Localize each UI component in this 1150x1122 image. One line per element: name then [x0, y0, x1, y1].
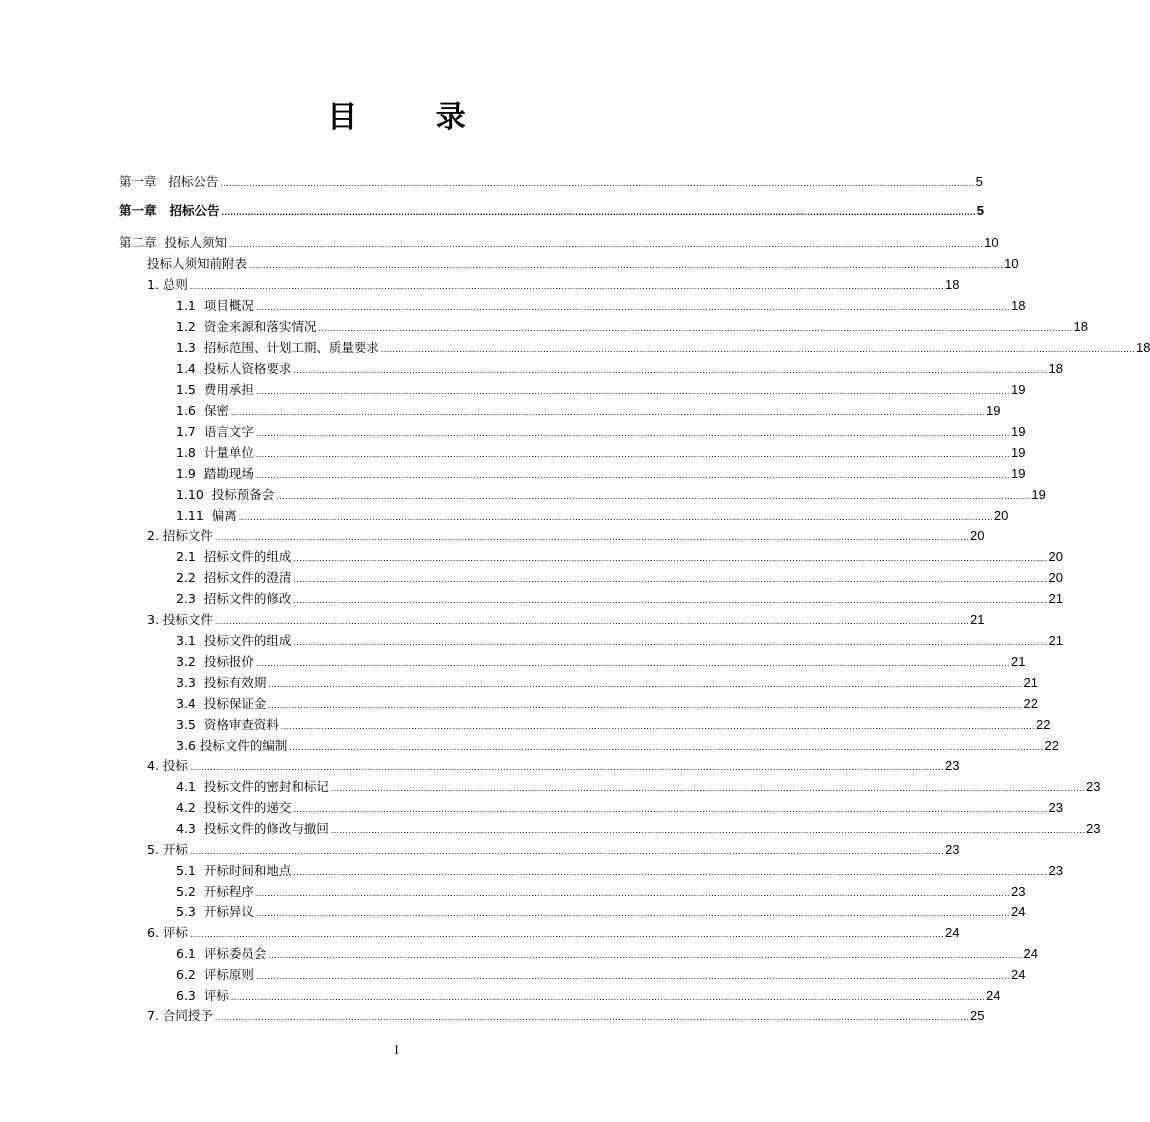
toc-entry[interactable]: [119, 169, 983, 190]
toc-leader-dots: ....................................................................................................................................................................................................................................................................: [221, 207, 976, 217]
toc-entry[interactable]: [147, 607, 985, 628]
toc-leader-dots: ....................................................................................................................................................................................................................................................................: [255, 302, 1010, 312]
toc-leader-dots: ....................................................................................................................................................................................................................................................................: [293, 804, 1048, 814]
toc-entry[interactable]: [147, 753, 960, 774]
toc-entry-page: 23: [1010, 884, 1026, 899]
toc-entry-title: 4.3 投标文件的修改与撤回: [176, 821, 329, 836]
toc-leader-dots: ....................................................................................................................................................................................................................................................................: [214, 616, 970, 626]
toc-leader-dots: ....................................................................................................................................................................................................................................................................: [293, 595, 1048, 605]
toc-leader-dots: ....................................................................................................................................................................................................................................................................: [330, 783, 1085, 793]
toc-entry[interactable]: [176, 335, 1150, 356]
toc-entry-title: 2.1 招标文件的组成: [176, 549, 292, 564]
toc-entry-page: 21: [1048, 633, 1063, 648]
toc-leader-dots: ....................................................................................................................................................................................................................................................................: [276, 491, 1031, 501]
toc-entry-title: 6.3 评标: [176, 988, 229, 1003]
toc-entry[interactable]: [176, 879, 1026, 900]
toc-entry-page: 22: [1044, 738, 1059, 753]
toc-entry-title: 3.1 投标文件的组成: [176, 633, 292, 648]
toc-leader-dots: ....................................................................................................................................................................................................................................................................: [268, 679, 1023, 689]
toc-entry-page: 19: [985, 403, 1001, 418]
toc-entry-title: 2.2 招标文件的澄清: [176, 570, 292, 585]
toc-entry[interactable]: [176, 628, 1063, 649]
toc-entry-title: 1.7 语言文字: [176, 424, 254, 439]
toc-entry-title: 3.4 投标保证金: [176, 696, 267, 711]
toc-entry[interactable]: [176, 795, 1063, 816]
toc-entry[interactable]: [176, 774, 1101, 795]
toc-entry-page: 20: [1048, 570, 1063, 585]
toc-entry[interactable]: [176, 816, 1101, 837]
toc-entry[interactable]: [176, 377, 1026, 398]
toc-entry[interactable]: [176, 356, 1063, 377]
toc-entry-title: 3.2 投标报价: [176, 654, 254, 669]
toc-entry-title: 2. 招标文件: [147, 528, 213, 543]
toc-entry-title: 4.1 投标文件的密封和标记: [176, 779, 329, 794]
toc-entry-title: 3.5 资格审查资料: [176, 717, 279, 732]
toc-entry-title: 1.2 资金来源和落实情况: [176, 319, 317, 334]
toc-leader-dots: ....................................................................................................................................................................................................................................................................: [268, 950, 1023, 960]
toc-entry[interactable]: [176, 899, 1026, 920]
toc-entry-title: 1.5 费用承担: [176, 382, 254, 397]
toc-entry[interactable]: [176, 733, 1059, 754]
toc-entry[interactable]: [176, 586, 1063, 607]
toc-entry[interactable]: [176, 670, 1038, 691]
toc-entry[interactable]: [147, 523, 985, 544]
toc-leader-dots: ....................................................................................................................................................................................................................................................................: [230, 407, 985, 417]
toc-leader-dots: ....................................................................................................................................................................................................................................................................: [255, 449, 1010, 459]
toc-entry-page: 24: [1010, 967, 1026, 982]
toc-entry-page: 20: [970, 528, 985, 543]
toc-entry-page: 18: [1048, 361, 1063, 376]
toc-leader-dots: ....................................................................................................................................................................................................................................................................: [255, 971, 1010, 981]
toc-leader-dots: ....................................................................................................................................................................................................................................................................: [255, 908, 1010, 918]
toc-entry[interactable]: [176, 691, 1038, 712]
toc-entry[interactable]: [147, 1003, 985, 1024]
toc-entry-title: 第二章 投标人须知: [119, 235, 227, 250]
toc-entry-page: 18: [1135, 340, 1150, 355]
toc-entry[interactable]: [176, 398, 1001, 419]
toc-entry-page: 25: [970, 1008, 985, 1023]
toc-leader-dots: ....................................................................................................................................................................................................................................................................: [293, 553, 1048, 563]
toc-entry-page: 24: [945, 925, 960, 940]
toc-entry-page: 19: [1010, 382, 1026, 397]
toc-leader-dots: ....................................................................................................................................................................................................................................................................: [249, 260, 1004, 270]
toc-leader-dots: ....................................................................................................................................................................................................................................................................: [230, 992, 985, 1002]
toc-title: 目 录: [327, 100, 500, 135]
toc-entry-page: 10: [984, 235, 999, 250]
toc-entry-title: 1.9 踏勘现场: [176, 466, 254, 481]
toc-entry-title: 3.6 投标文件的编制: [176, 738, 288, 753]
toc-entry[interactable]: [176, 565, 1063, 586]
toc-entry-page: 18: [1010, 298, 1026, 313]
toc-entry-page: 24: [1010, 904, 1026, 919]
toc-entry-title: 1.10 投标预备会: [176, 487, 275, 502]
toc-entry[interactable]: [119, 230, 999, 251]
toc-entry[interactable]: [147, 837, 960, 858]
toc-entry-title: 6.1 评标委员会: [176, 946, 267, 961]
toc-entry-title: 5.1 开标时间和地点: [176, 863, 292, 878]
toc-entry-title: 1.4 投标人资格要求: [176, 361, 292, 376]
toc-entry-title: 1. 总则: [147, 277, 188, 292]
toc-entry-title: 6. 评标: [147, 925, 188, 940]
toc-entry-page: 22: [1023, 696, 1038, 711]
toc-entry-title: 1.8 计量单位: [176, 445, 254, 460]
toc-leader-dots: ....................................................................................................................................................................................................................................................................: [189, 846, 945, 856]
toc-entry-page: 19: [1010, 445, 1026, 460]
toc-entry[interactable]: [176, 544, 1063, 565]
toc-leader-dots: ....................................................................................................................................................................................................................................................................: [289, 742, 1044, 752]
toc-entry-page: 23: [1048, 800, 1063, 815]
toc-entry-title: 4. 投标: [147, 758, 188, 773]
toc-entry-title: 1.3 招标范围、计划工期、质量要求: [176, 340, 379, 355]
toc-leader-dots: ....................................................................................................................................................................................................................................................................: [268, 700, 1023, 710]
toc-leader-dots: ....................................................................................................................................................................................................................................................................: [255, 888, 1010, 898]
toc-leader-dots: ....................................................................................................................................................................................................................................................................: [189, 281, 945, 291]
toc-leader-dots: ....................................................................................................................................................................................................................................................................: [318, 323, 1073, 333]
toc-entry-title: 2.3 招标文件的修改: [176, 591, 292, 606]
toc-leader-dots: ....................................................................................................................................................................................................................................................................: [293, 867, 1048, 877]
toc-entry-page: 21: [970, 612, 985, 627]
toc-entry-page: 20: [1048, 549, 1063, 564]
toc-entry-title: 5.3 开标异议: [176, 904, 254, 919]
page-number: I: [394, 1042, 399, 1057]
toc-leader-dots: ....................................................................................................................................................................................................................................................................: [214, 532, 970, 542]
toc-leader-dots: ....................................................................................................................................................................................................................................................................: [255, 386, 1010, 396]
toc-entry-page: 19: [1031, 487, 1046, 502]
toc-entry[interactable]: [176, 858, 1063, 879]
toc-leader-dots: ....................................................................................................................................................................................................................................................................: [293, 574, 1048, 584]
toc-entry-page: 19: [1010, 424, 1026, 439]
toc-entry-page: 24: [1023, 946, 1038, 961]
toc-leader-dots: ....................................................................................................................................................................................................................................................................: [293, 637, 1048, 647]
toc-leader-dots: ....................................................................................................................................................................................................................................................................: [255, 658, 1010, 668]
toc-entry-title: 3.3 投标有效期: [176, 675, 267, 690]
toc-entry-page: 21: [1023, 675, 1038, 690]
toc-entry-page: 21: [1010, 654, 1026, 669]
toc-entry[interactable]: [147, 272, 960, 293]
toc-entry-page: 23: [945, 758, 960, 773]
toc-leader-dots: ....................................................................................................................................................................................................................................................................: [220, 178, 975, 188]
toc-entry-title: 1.6 保密: [176, 403, 229, 418]
toc-entry[interactable]: [176, 649, 1026, 670]
toc-entry-title: 第一章 招标公告: [119, 174, 219, 189]
toc-entry-title: 3. 投标文件: [147, 612, 213, 627]
toc-entry[interactable]: [176, 461, 1026, 482]
toc-leader-dots: ....................................................................................................................................................................................................................................................................: [189, 929, 945, 939]
toc-entry[interactable]: [119, 198, 984, 219]
toc-entry-title: 4.2 投标文件的递交: [176, 800, 292, 815]
toc-entry-page: 23: [1085, 821, 1101, 836]
toc-entry-title: 1.11 偏离: [176, 508, 237, 523]
toc-entry-page: 23: [945, 842, 960, 857]
toc-entry-title: 第一章 招标公告: [119, 203, 220, 218]
toc-entry-page: 23: [1085, 779, 1101, 794]
toc-entry-page: 20: [993, 508, 1009, 523]
toc-entry[interactable]: [176, 293, 1026, 314]
toc-entry-title: 7. 合同授予: [147, 1008, 213, 1023]
toc-leader-dots: ....................................................................................................................................................................................................................................................................: [255, 470, 1010, 480]
toc-entry-title: 6.2 评标原则: [176, 967, 254, 982]
toc-entry-title: 5. 开标: [147, 842, 188, 857]
toc-entry-title: 1.1 项目概况: [176, 298, 254, 313]
toc-leader-dots: ....................................................................................................................................................................................................................................................................: [228, 239, 984, 249]
toc-entry-page: 19: [1010, 466, 1026, 481]
toc-entry[interactable]: [147, 920, 960, 941]
toc-entry-title: 投标人须知前附表: [147, 256, 248, 271]
toc-entry-page: 22: [1035, 717, 1051, 732]
toc-leader-dots: ....................................................................................................................................................................................................................................................................: [214, 1012, 970, 1022]
toc-leader-dots: ....................................................................................................................................................................................................................................................................: [238, 512, 993, 522]
toc-entry-page: 10: [1004, 256, 1019, 271]
toc-leader-dots: ....................................................................................................................................................................................................................................................................: [189, 762, 945, 772]
toc-entry-page: 23: [1048, 863, 1063, 878]
toc-leader-dots: ....................................................................................................................................................................................................................................................................: [255, 428, 1010, 438]
toc-entry-page: 5: [976, 203, 984, 218]
toc-leader-dots: ....................................................................................................................................................................................................................................................................: [293, 365, 1048, 375]
toc-entry-page: 18: [1073, 319, 1088, 334]
toc-entry[interactable]: [147, 251, 1019, 272]
toc-entry[interactable]: [176, 503, 1009, 524]
toc-entry-page: 18: [945, 277, 960, 292]
toc-entry[interactable]: [176, 712, 1051, 733]
toc-entry[interactable]: [176, 314, 1088, 335]
toc-leader-dots: ....................................................................................................................................................................................................................................................................: [280, 721, 1035, 731]
toc-entry[interactable]: [176, 482, 1046, 503]
toc-leader-dots: ....................................................................................................................................................................................................................................................................: [330, 825, 1085, 835]
toc-entry-page: 24: [985, 988, 1001, 1003]
toc-entry[interactable]: [176, 419, 1026, 440]
toc-entry[interactable]: [176, 941, 1038, 962]
toc-entry-page: 21: [1048, 591, 1063, 606]
toc-entry-page: 5: [975, 174, 983, 189]
toc-leader-dots: ....................................................................................................................................................................................................................................................................: [380, 344, 1135, 354]
toc-entry-title: 5.2 开标程序: [176, 884, 254, 899]
toc-entry[interactable]: [176, 983, 1001, 1004]
toc-entry[interactable]: [176, 962, 1026, 983]
toc-entry[interactable]: [176, 440, 1026, 461]
